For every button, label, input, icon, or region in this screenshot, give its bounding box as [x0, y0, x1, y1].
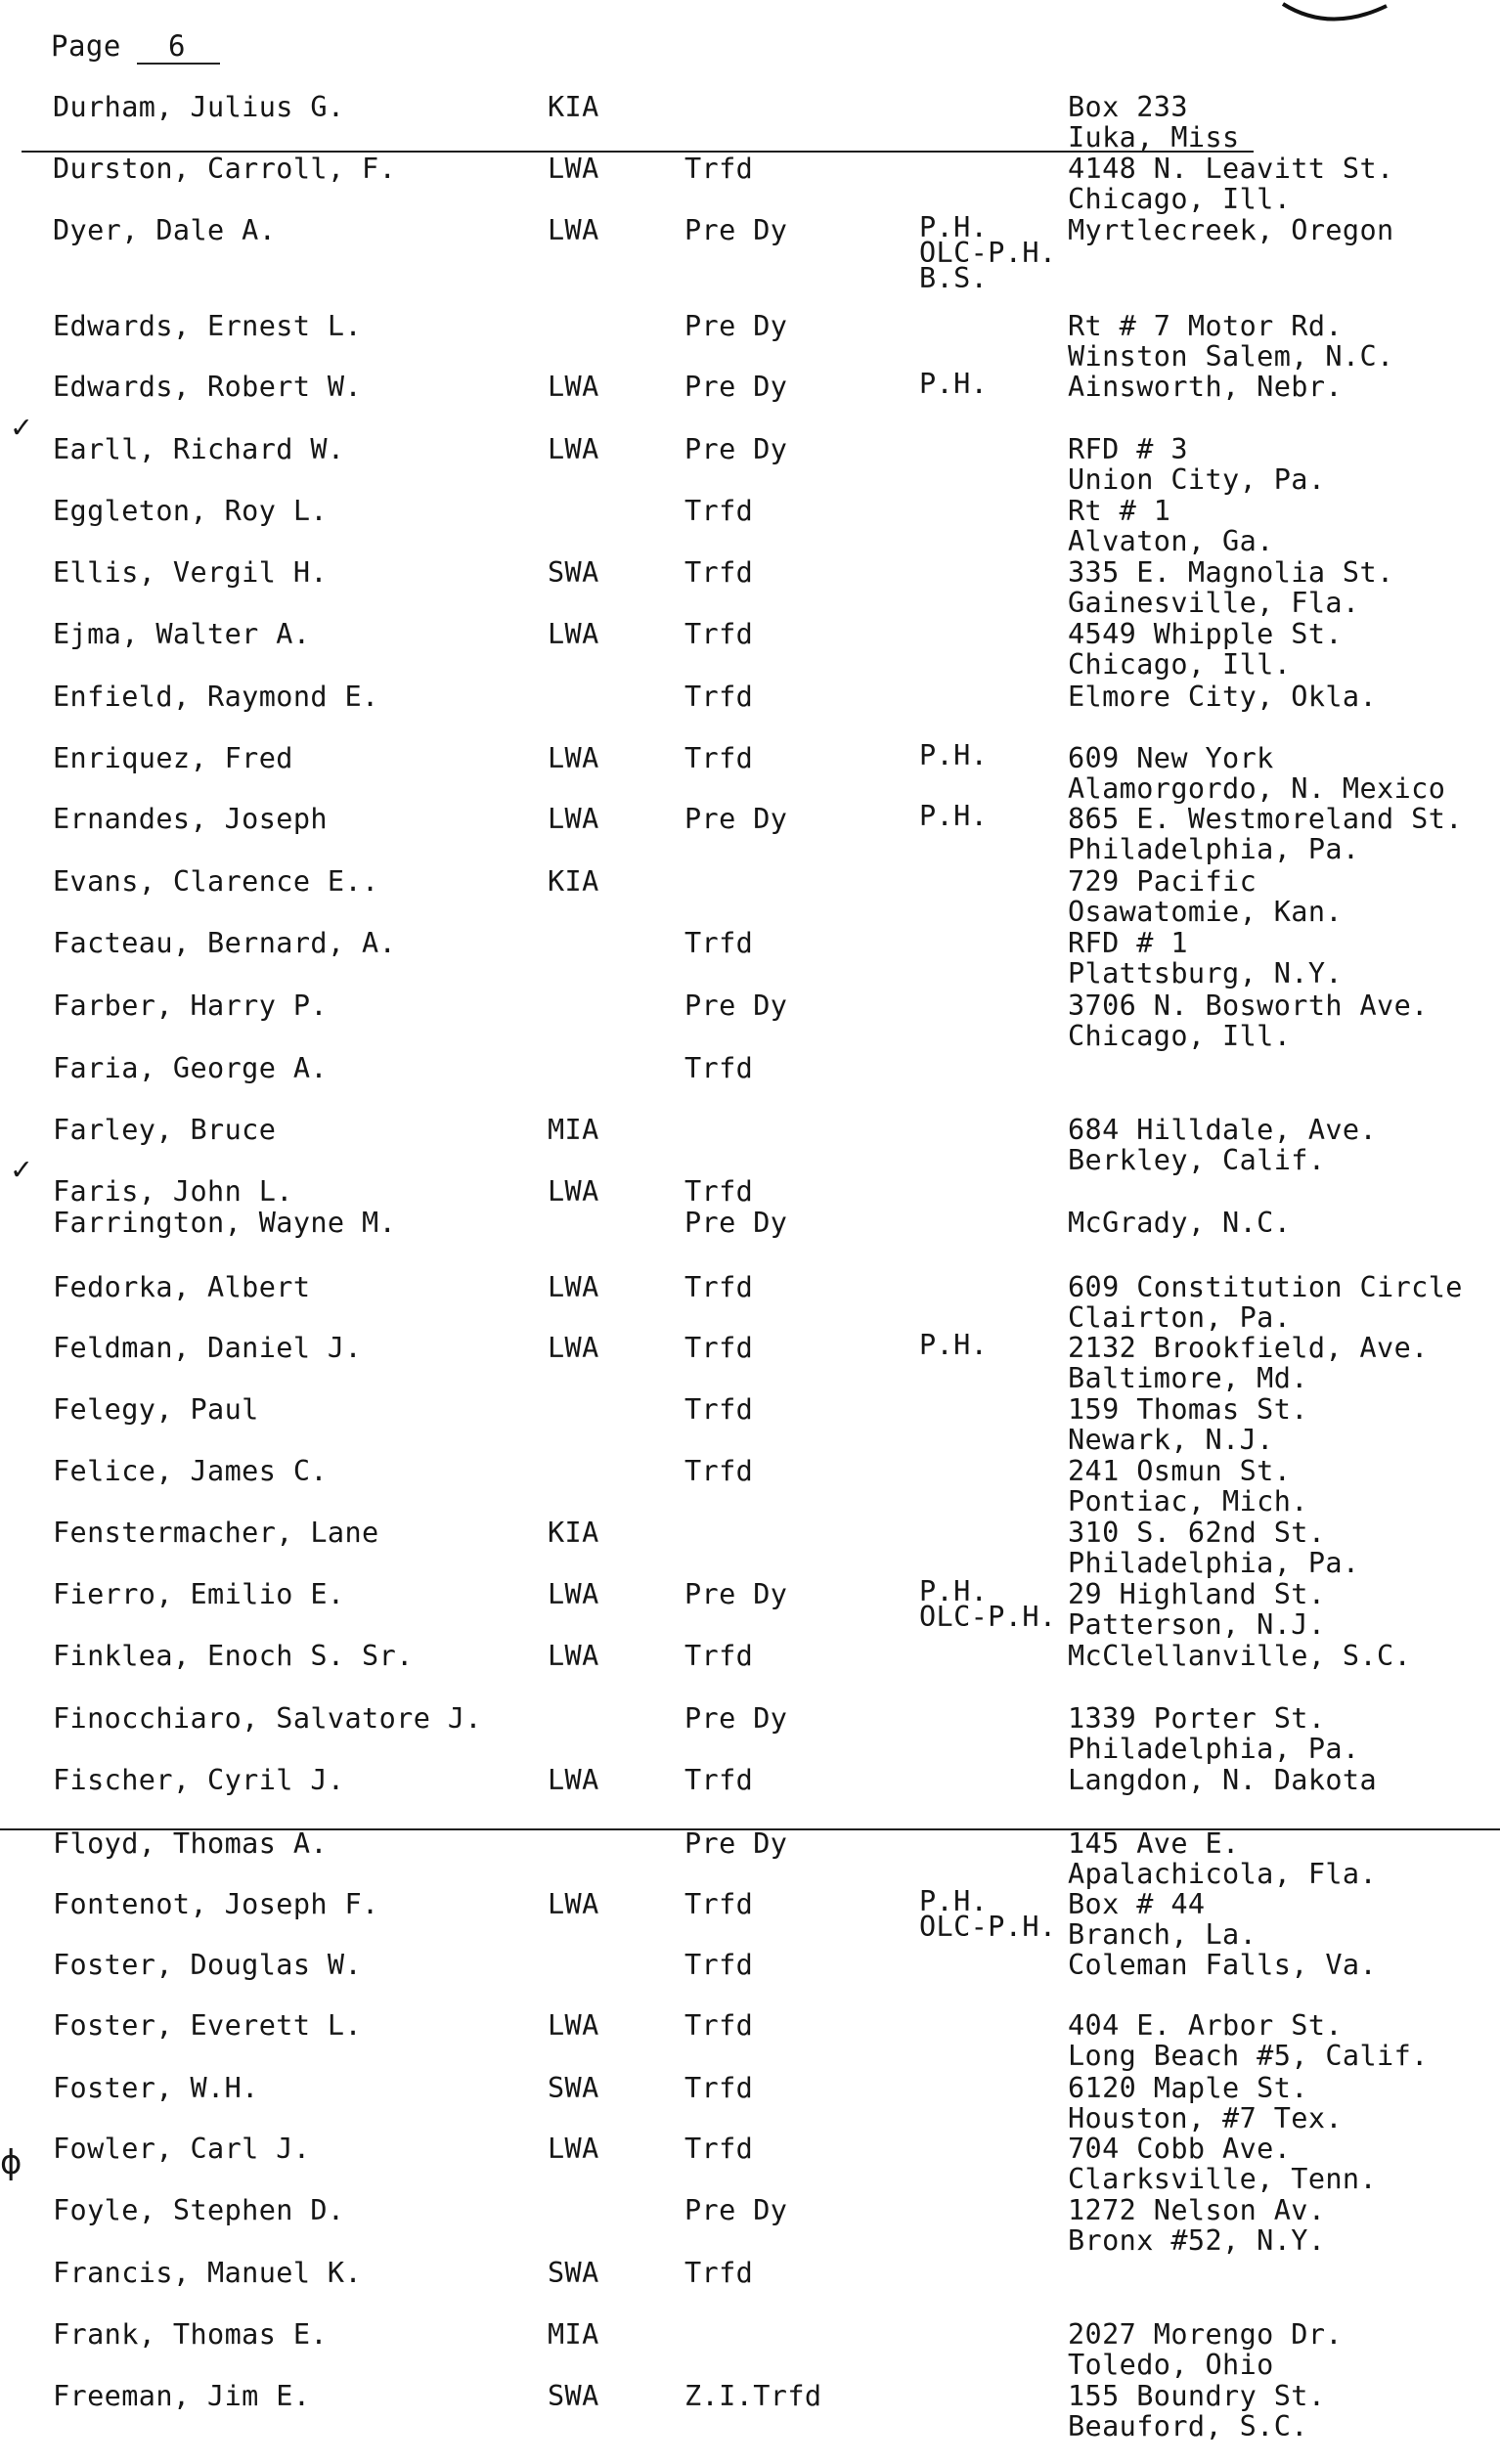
disposition: Pre Dy — [684, 214, 788, 246]
address-line: 609 New York — [1068, 742, 1274, 774]
address-line: Alamorgordo, N. Mexico — [1068, 772, 1446, 805]
disposition: Z.I.Trfd — [684, 2380, 822, 2412]
address-line: 1339 Porter St. — [1068, 1702, 1326, 1735]
list-item — [0, 1885, 1500, 1951]
home-address — [1068, 2010, 1429, 2071]
address-line: 704 Cobb Ave. — [1068, 2133, 1292, 2165]
address-line: Berkley, Calif. — [1068, 1144, 1326, 1176]
list-item — [0, 865, 1500, 928]
list-item — [0, 1114, 1500, 1176]
disposition: Pre Dy — [684, 2194, 788, 2226]
member-name: Farber, Harry P. — [53, 990, 328, 1022]
member-name: Finocchiaro, Salvatore J. — [53, 1702, 482, 1735]
casualty-status: KIA — [548, 91, 599, 123]
member-name: Faris, John L. — [53, 1175, 293, 1208]
casualty-status: LWA — [548, 371, 599, 403]
address-line: Chicago, Ill. — [1068, 1020, 1292, 1052]
disposition: Trfd — [684, 1175, 754, 1208]
address-line: Bronx #52, N.Y. — [1068, 2224, 1326, 2257]
casualty-status: KIA — [548, 1517, 599, 1549]
disposition: Trfd — [684, 153, 754, 185]
address-line: Box 233 — [1068, 91, 1188, 123]
address-line: 335 E. Magnolia St. — [1068, 556, 1394, 589]
address-line: Osawatomie, Kan. — [1068, 896, 1343, 928]
home-address — [1068, 990, 1429, 1051]
home-address — [1068, 866, 1343, 927]
list-item — [0, 368, 1500, 403]
home-address — [1068, 1456, 1308, 1517]
casualty-status: LWA — [548, 2133, 599, 2165]
disposition: Pre Dy — [684, 1827, 788, 1860]
list-item — [0, 310, 1500, 373]
disposition: Trfd — [684, 1393, 754, 1426]
address-line: 2132 Brookfield, Ave. — [1068, 1332, 1429, 1364]
disposition: Trfd — [684, 2072, 754, 2104]
list-item — [0, 211, 1500, 294]
member-name: Ejma, Walter A. — [53, 618, 311, 650]
address-line: RFD # 3 — [1068, 433, 1188, 465]
member-name: Dyer, Dale A. — [53, 214, 277, 246]
home-address — [1068, 92, 1240, 153]
list-item — [0, 2318, 1500, 2381]
list-item — [0, 1640, 1500, 1672]
casualty-status: MIA — [548, 2318, 599, 2351]
list-item — [0, 2194, 1500, 2257]
address-line: Patterson, N.J. — [1068, 1608, 1326, 1641]
list-item — [0, 556, 1500, 619]
disposition: Trfd — [684, 1271, 754, 1303]
casualty-status: SWA — [548, 2380, 599, 2412]
address-line: 6120 Maple St. — [1068, 2072, 1308, 2104]
address-line: McGrady, N.C. — [1068, 1207, 1292, 1239]
list-item — [0, 1207, 1500, 1239]
list-item — [0, 91, 1500, 154]
home-address — [1068, 1641, 1411, 1671]
disposition: Trfd — [684, 1052, 754, 1084]
casualty-status: LWA — [548, 1578, 599, 1610]
disposition: Pre Dy — [684, 371, 788, 403]
disposition: Trfd — [684, 927, 754, 959]
address-line: Plattsburg, N.Y. — [1068, 957, 1343, 990]
member-name: Farley, Bruce — [53, 1114, 277, 1146]
home-address — [1068, 1579, 1325, 1640]
casualty-status: LWA — [548, 433, 599, 465]
home-address — [1068, 2073, 1343, 2134]
member-name: Ernandes, Joseph — [53, 803, 328, 835]
list-item — [0, 1052, 1500, 1084]
list-item — [0, 2072, 1500, 2134]
award: P.H. — [919, 1329, 989, 1361]
address-line: Long Beach #5, Calif. — [1068, 2040, 1429, 2072]
address-line: Clairton, Pa. — [1068, 1301, 1292, 1334]
casualty-status: LWA — [548, 1640, 599, 1672]
address-line: Baltimore, Md. — [1068, 1362, 1308, 1394]
list-item — [0, 1949, 1500, 1981]
member-name: Earll, Richard W. — [53, 433, 345, 465]
disposition: Trfd — [684, 1640, 754, 1672]
address-line: 159 Thomas St. — [1068, 1393, 1308, 1426]
page-number: 6 — [168, 29, 186, 63]
list-item — [0, 2009, 1500, 2072]
home-address — [1068, 311, 1394, 372]
disposition: Pre Dy — [684, 1578, 788, 1610]
address-line: Beauford, S.C. — [1068, 2410, 1308, 2442]
home-address — [1068, 1518, 1360, 1578]
casualty-status: LWA — [548, 2009, 599, 2042]
casualty-status: LWA — [548, 618, 599, 650]
address-line: Ainsworth, Nebr. — [1068, 371, 1343, 403]
award: P.H. OLC-P.H. — [919, 1885, 1057, 1943]
address-line: McClellanville, S.C. — [1068, 1640, 1412, 1672]
address-line: 2027 Morengo Dr. — [1068, 2318, 1343, 2351]
address-line: Pontiac, Mich. — [1068, 1485, 1308, 1518]
member-name: Foyle, Stephen D. — [53, 2194, 345, 2226]
disposition: Trfd — [684, 742, 754, 774]
home-address — [1068, 215, 1394, 245]
disposition: Pre Dy — [684, 433, 788, 465]
list-item — [0, 618, 1500, 681]
member-name: Enriquez, Fred — [53, 742, 293, 774]
address-line: 29 Highland St. — [1068, 1578, 1326, 1610]
disposition: Trfd — [684, 681, 754, 713]
home-address — [1068, 1950, 1377, 1980]
home-address — [1068, 2134, 1377, 2194]
disposition: Trfd — [684, 1888, 754, 1920]
home-address — [1068, 804, 1463, 864]
list-item — [0, 1393, 1500, 1456]
list-item — [0, 1702, 1500, 1765]
casualty-status: SWA — [548, 2257, 599, 2289]
casualty-status: LWA — [548, 1764, 599, 1796]
home-address — [1068, 2195, 1325, 2256]
disposition: Trfd — [684, 1764, 754, 1796]
disposition: Trfd — [684, 618, 754, 650]
address-line: 609 Constitution Circle — [1068, 1271, 1463, 1303]
home-address — [1068, 2381, 1325, 2442]
list-item — [0, 800, 1500, 865]
member-name: Farrington, Wayne M. — [53, 1207, 397, 1239]
member-name: Edwards, Ernest L. — [53, 310, 363, 342]
list-item — [0, 739, 1500, 805]
address-line: Alvaton, Ga. — [1068, 525, 1274, 557]
address-line: Myrtlecreek, Oregon — [1068, 214, 1394, 246]
address-line: Gainesville, Fla. — [1068, 587, 1360, 619]
address-line: Coleman Falls, Va. — [1068, 1949, 1378, 1981]
home-address — [1068, 1208, 1291, 1238]
award: P.H. — [919, 739, 989, 771]
disposition: Pre Dy — [684, 1702, 788, 1735]
casualty-status: LWA — [548, 1332, 599, 1364]
home-address — [1068, 434, 1325, 495]
disposition: Trfd — [684, 2009, 754, 2042]
scan-artifact-mark — [1271, 0, 1408, 29]
casualty-status: LWA — [548, 153, 599, 185]
member-name: Foster, Douglas W. — [53, 1949, 363, 1981]
list-item — [0, 1455, 1500, 1518]
casualty-status: MIA — [548, 1114, 599, 1146]
disposition: Trfd — [684, 1332, 754, 1364]
member-name: Foster, Everett L. — [53, 2009, 363, 2042]
member-name: Fowler, Carl J. — [53, 2133, 311, 2165]
address-line: Clarksville, Tenn. — [1068, 2163, 1378, 2195]
casualty-status: SWA — [548, 556, 599, 589]
list-item — [0, 990, 1500, 1052]
casualty-status: LWA — [548, 1888, 599, 1920]
disposition: Pre Dy — [684, 803, 788, 835]
disposition: Trfd — [684, 495, 754, 527]
address-line: Elmore City, Okla. — [1068, 681, 1378, 713]
address-line: 155 Boundry St. — [1068, 2380, 1326, 2412]
list-item — [0, 1575, 1500, 1641]
list-item — [0, 412, 1500, 496]
address-line: 4549 Whipple St. — [1068, 618, 1343, 650]
member-name: Edwards, Robert W. — [53, 371, 363, 403]
home-address — [1068, 1889, 1257, 1950]
casualty-status: LWA — [548, 214, 599, 246]
member-name: Frank, Thomas E. — [53, 2318, 328, 2351]
casualty-status: SWA — [548, 2072, 599, 2104]
address-line: 729 Pacific — [1068, 865, 1257, 898]
list-item — [0, 927, 1500, 990]
address-line: Houston, #7 Tex. — [1068, 2102, 1343, 2134]
address-line: Langdon, N. Dakota — [1068, 1764, 1378, 1796]
member-name: Freeman, Jim E. — [53, 2380, 311, 2412]
home-address — [1068, 2319, 1343, 2380]
disposition: Pre Dy — [684, 990, 788, 1022]
casualty-status: LWA — [548, 803, 599, 835]
address-line: Newark, N.J. — [1068, 1424, 1274, 1456]
member-name: Floyd, Thomas A. — [53, 1827, 328, 1860]
member-name: Finklea, Enoch S. Sr. — [53, 1640, 414, 1672]
home-address — [1068, 1828, 1377, 1889]
address-line: 1272 Nelson Av. — [1068, 2194, 1326, 2226]
member-name: Ellis, Vergil H. — [53, 556, 328, 589]
page-number-underline — [137, 63, 220, 65]
home-address — [1068, 1394, 1308, 1455]
address-line: Philadelphia, Pa. — [1068, 1733, 1360, 1765]
member-name: Felice, James C. — [53, 1455, 328, 1487]
home-address — [1068, 1703, 1360, 1764]
checkmark-icon: ✓ — [10, 412, 34, 444]
address-line: 684 Hilldale, Ave. — [1068, 1114, 1378, 1146]
address-line: Branch, La. — [1068, 1918, 1257, 1951]
member-name: Eggleton, Roy L. — [53, 495, 328, 527]
member-name: Fontenot, Joseph F. — [53, 1888, 379, 1920]
list-item — [0, 1329, 1500, 1394]
address-line: 4148 N. Leavitt St. — [1068, 153, 1394, 185]
address-line: Iuka, Miss — [1068, 121, 1240, 154]
address-line: 404 E. Arbor St. — [1068, 2009, 1343, 2042]
member-name: Durham, Julius G. — [53, 91, 345, 123]
member-name: Evans, Clarence E.. — [53, 865, 379, 898]
margin-mark: ɸ — [0, 2143, 22, 2182]
home-address — [1068, 496, 1274, 556]
list-item — [0, 495, 1500, 557]
home-address — [1068, 743, 1445, 804]
award: P.H. — [919, 800, 989, 832]
address-line: Philadelphia, Pa. — [1068, 833, 1360, 865]
disposition: Pre Dy — [684, 1207, 788, 1239]
address-line: 145 Ave E. — [1068, 1827, 1240, 1860]
home-address — [1068, 1115, 1377, 1175]
home-address — [1068, 1272, 1463, 1333]
home-address — [1068, 1765, 1377, 1795]
award: P.H. — [919, 368, 989, 400]
disposition: Trfd — [684, 556, 754, 589]
address-line: 865 E. Westmoreland St. — [1068, 803, 1463, 835]
list-item — [0, 1827, 1500, 1890]
casualty-status: LWA — [548, 742, 599, 774]
page-label: Page — [51, 29, 121, 63]
list-item — [0, 2380, 1500, 2442]
member-name: Fedorka, Albert — [53, 1271, 311, 1303]
home-address — [1068, 619, 1343, 680]
address-line: RFD # 1 — [1068, 927, 1188, 959]
home-address — [1068, 154, 1394, 214]
address-line: Apalachicola, Fla. — [1068, 1858, 1378, 1890]
member-name: Feldman, Daniel J. — [53, 1332, 363, 1364]
award: P.H. OLC-P.H. B.S. — [919, 211, 1057, 294]
address-line: Box # 44 — [1068, 1888, 1206, 1920]
address-line: Rt # 7 Motor Rd. — [1068, 310, 1343, 342]
casualty-status: LWA — [548, 1175, 599, 1208]
home-address — [1068, 557, 1394, 618]
award: P.H. OLC-P.H. — [919, 1575, 1057, 1633]
address-line: Chicago, Ill. — [1068, 648, 1292, 681]
member-name: Facteau, Bernard, A. — [53, 927, 397, 959]
home-address — [1068, 372, 1343, 402]
member-name: Enfield, Raymond E. — [53, 681, 379, 713]
casualty-status: LWA — [548, 1271, 599, 1303]
home-address — [1068, 682, 1377, 712]
disposition: Trfd — [684, 1949, 754, 1981]
address-line: Union City, Pa. — [1068, 463, 1326, 496]
member-name: Fischer, Cyril J. — [53, 1764, 345, 1796]
list-item — [0, 1764, 1500, 1796]
address-line: 3706 N. Bosworth Ave. — [1068, 990, 1429, 1022]
member-name: Fenstermacher, Lane — [53, 1517, 379, 1549]
member-name: Felegy, Paul — [53, 1393, 259, 1426]
list-item — [0, 1271, 1500, 1334]
home-address — [1068, 1333, 1429, 1393]
address-line: Rt # 1 — [1068, 495, 1171, 527]
address-line: Chicago, Ill. — [1068, 183, 1292, 215]
disposition: Trfd — [684, 2133, 754, 2165]
member-name: Francis, Manuel K. — [53, 2257, 363, 2289]
member-name: Faria, George A. — [53, 1052, 328, 1084]
checkmark-icon: ✓ — [10, 1154, 34, 1186]
list-item — [0, 2257, 1500, 2289]
casualty-status: KIA — [548, 865, 599, 898]
home-address — [1068, 928, 1343, 989]
member-name: Durston, Carroll, F. — [53, 153, 397, 185]
address-line: Winston Salem, N.C. — [1068, 340, 1394, 373]
disposition: Pre Dy — [684, 310, 788, 342]
member-name: Fierro, Emilio E. — [53, 1578, 345, 1610]
member-name: Foster, W.H. — [53, 2072, 259, 2104]
disposition: Trfd — [684, 1455, 754, 1487]
address-line: 310 S. 62nd St. — [1068, 1517, 1326, 1549]
address-line: Philadelphia, Pa. — [1068, 1547, 1360, 1579]
address-line: Toledo, Ohio — [1068, 2349, 1274, 2381]
address-line: 241 Osmun St. — [1068, 1455, 1292, 1487]
disposition: Trfd — [684, 2257, 754, 2289]
